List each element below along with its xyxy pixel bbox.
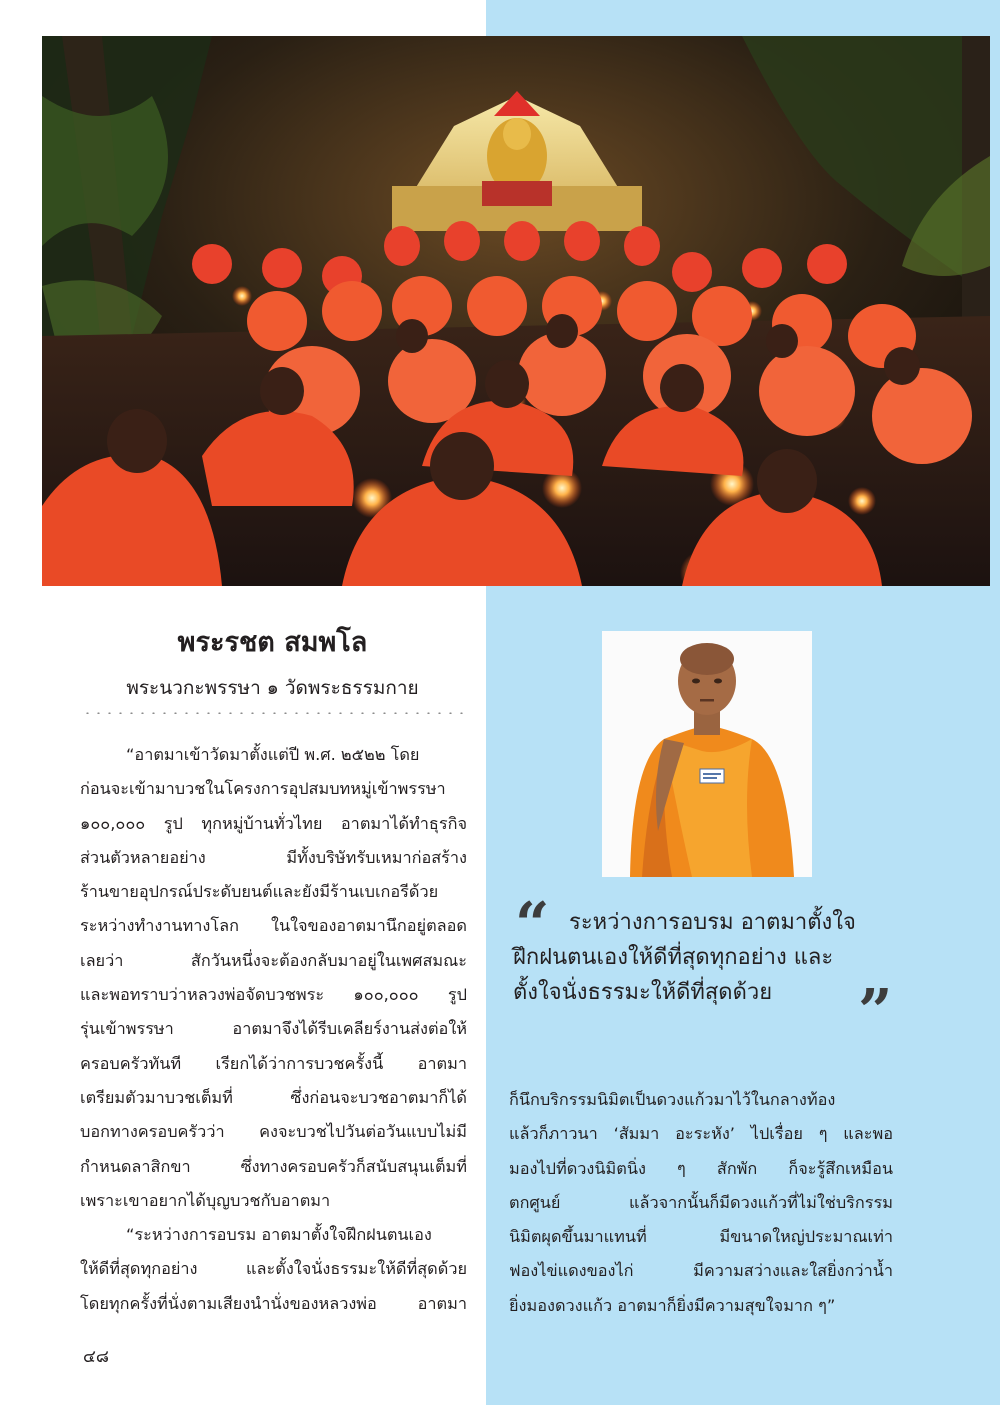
text-line: ตกศูนย์ แล้วจากนั้นก็มีดวงแก้วที่ไม่ใช่บริกรรม xyxy=(509,1192,893,1212)
text-line: แล้วก็ภาวนา ‘สัมมา อะระหัง’ ไปเรื่อย ๆ และพอ xyxy=(509,1124,893,1144)
text-line: ๑๐๐,๐๐๐ รูป ทุกหมู่บ้านทั่วไทย อาตมาได้ทำธุรกิจ xyxy=(80,813,467,833)
pull-quote xyxy=(513,905,913,1010)
text-line: ก่อนจะเข้ามาบวชในโครงการอุปสมบทหมู่เข้าพรรษา xyxy=(80,779,446,799)
text-line: เพราะเขาอยากได้บุญบวชกับอาตมา xyxy=(80,1190,331,1210)
pull-quote-line: ตั้งใจนั่งธรรมะให้ดีที่สุดด้วย xyxy=(513,980,773,1005)
text-line: ส่วนตัวหลายอย่าง มีทั้งบริษัทรับเหมาก่อสร้าง xyxy=(80,847,467,867)
close-quote-mark: ” xyxy=(858,977,891,1047)
pull-quote-line: ระหว่างการอบรม อาตมาตั้งใจ xyxy=(569,910,856,935)
text-line: ยิ่งมองดวงแก้ว อาตมาก็ยิ่งมีความสุขใจมาก ๆ” xyxy=(509,1295,836,1315)
text-line: บอกทางครอบครัวว่า คงจะบวชไปวันต่อวันแบบไม่มี xyxy=(80,1122,467,1142)
text-line: เลยว่า สักวันหนึ่งจะต้องกลับมาอยู่ในเพศสมณะ xyxy=(80,950,467,970)
text-line: โดยทุกครั้งที่นั่งตามเสียงนำนั่งของหลวงพ่อ อาตมา xyxy=(80,1293,467,1313)
page-number: ๔๘ xyxy=(83,1347,109,1367)
text-line: ร้านขายอุปกรณ์ประดับยนต์และยังมีร้านเบเกอรีด้วย xyxy=(80,882,439,902)
right-body-text xyxy=(509,1083,893,1323)
text-line: ระหว่างทำงานทางโลก ในใจของอาตมานึกอยู่ตลอด xyxy=(80,916,467,936)
monk-portrait-photo xyxy=(602,631,812,877)
open-quote-mark: “ xyxy=(515,890,548,960)
text-line: มองไปที่ดวงนิมิตนิ่ง ๆ สักพัก ก็จะรู้สึกเหมือน xyxy=(509,1158,893,1178)
text-line: กำหนดลาสิกขา ซึ่งทางครอบครัวก็สนับสนุนเต็มที่ xyxy=(80,1156,467,1176)
left-body-text xyxy=(80,738,467,1321)
text-line: “ระหว่างการอบรม อาตมาตั้งใจฝึกฝนตนเอง xyxy=(126,1225,432,1245)
monk-title-subheading: พระนวกะพรรษา ๑ วัดพระธรรมกาย xyxy=(126,677,419,699)
text-line: ครอบครัวทันที เรียกได้ว่าการบวชครั้งนี้ อาตมา xyxy=(80,1053,467,1073)
monk-name-heading: พระรชต สมพโล xyxy=(177,627,368,658)
text-line: เตรียมตัวมาบวชเต็มที่ ซึ่งก่อนจะบวชอาตมาก็ได้ xyxy=(80,1087,467,1107)
text-line: และพอทราบว่าหลวงพ่อจัดบวชพระ ๑๐๐,๐๐๐ รูป xyxy=(80,985,467,1005)
text-line: ให้ดีที่สุดทุกอย่าง และตั้งใจนั่งธรรมะให้ดีที่สุดด้วย xyxy=(80,1259,467,1279)
hero-photo-meditating-monks xyxy=(42,36,990,586)
text-line: “อาตมาเข้าวัดมาตั้งแต่ปี พ.ศ. ๒๕๒๒ โดย xyxy=(126,745,420,764)
text-line: นิมิตผุดขึ้นมาแทนที่ มีขนาดใหญ่ประมาณเท่า xyxy=(509,1227,893,1247)
pull-quote-line: ฝึกฝนตนเองให้ดีที่สุดทุกอย่าง และ xyxy=(513,945,834,970)
text-line: รุ่นเข้าพรรษา อาตมาจึงได้รีบเคลียร์งานส่งต่อให้ xyxy=(80,1019,467,1039)
text-line: ก็นึกบริกรรมนิมิตเป็นดวงแก้วมาไว้ในกลางท้อง xyxy=(509,1090,836,1109)
text-line: ฟองไข่แดงของไก่ มีความสว่างและใสยิ่งกว่าน้ำ xyxy=(509,1261,893,1281)
dotted-divider xyxy=(82,712,465,714)
